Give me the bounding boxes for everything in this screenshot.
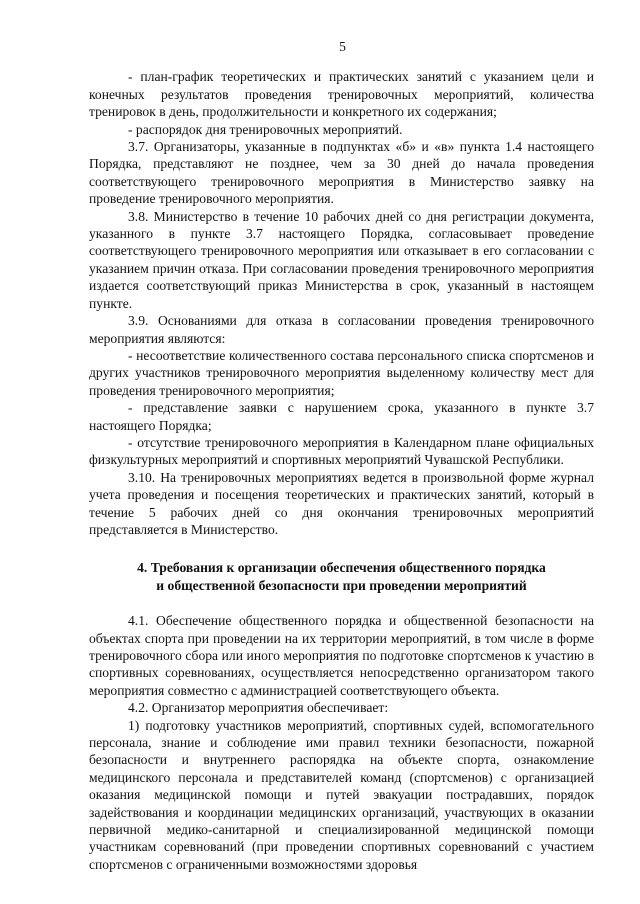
paragraph: 3.8. Министерство в течение 10 рабочих дней со дня регистрации документа, указанного в пункте 3.7 настоящего Порядка, согласовывает проведение соответствующего тренировочного мероприятия или отказывает в его согласовании с указанием причин отказа. При согласовании проведения тренировочного мероприятия издается соответствующий приказ Министерства в срок, указанный в настоящем пункте. xyxy=(89,208,594,311)
paragraph: - несоответствие количественного состава персонального списка спортсменов и других участников тренировочного мероприятия выделенному количеству мест для проведения тренировочного мероприятия; xyxy=(89,347,594,398)
paragraph: - представление заявки с нарушением срока, указанного в пункте 3.7 настоящего Порядка; xyxy=(89,400,594,433)
section-title-line-2: и общественной безопасности при проведении мероприятий xyxy=(156,577,527,593)
paragraph: 1) подготовку участников мероприятий, спортивных судей, вспомогательного персонала, знание и соблюдение ими правил техники безопасности, пожарной безопасности и внутреннего распорядка на объекте спорта, ознакомление медицинского персонала и представителей команд (спортсменов) с организацией оказания медицинской помощи и путей эвакуации пострадавших, порядок задействования и координации медицинских организаций, участвующих в оказании первичной медико-санитарной и специализированной медицинской помощи участникам соревнований (при проведении спортивных соревнований с участием спортсменов с ограниченными возможностями здоровья xyxy=(89,717,594,872)
paragraph: 3.9. Основаниями для отказа в согласовании проведения тренировочного мероприятия являются: xyxy=(89,313,594,346)
section-title xyxy=(89,559,594,594)
paragraphs-before xyxy=(89,68,594,538)
paragraph: 4.1. Обеспечение общественного порядка и общественной безопасности на объектах спорта при проведении на их территории мероприятий, в том числе в форме тренировочного сбора или иного мероприятия по подготовке спортсменов к участию в спортивных соревнованиях, осуществляется непосредственно организатором такого мероприятия совместно с администрацией соответствующего объекта. xyxy=(89,613,594,698)
section-title-line-1: 4. Требования к организации обеспечения общественного порядка xyxy=(137,560,546,576)
paragraph: 3.10. На тренировочных мероприятиях ведется в произвольной форме журнал учета проведения и посещения теоретических и практических занятий, который в течение 5 рабочих дней со дня окончания тренировочных мероприятий представляется в Министерство. xyxy=(89,469,594,537)
paragraph: 3.7. Организаторы, указанные в подпунктах «б» и «в» пункта 1.4 настоящего Порядка, представляют не позднее, чем за 30 дней до начала проведения соответствующего тренировочного мероприятия в Министерство заявку на проведение тренировочного мероприятия. xyxy=(89,139,594,207)
paragraph: - отсутствие тренировочного мероприятия в Календарном плане официальных физкультурных мероприятий и спортивных мероприятий Чувашской Республики. xyxy=(89,434,594,468)
paragraphs-after xyxy=(89,612,594,873)
page-number: 5 xyxy=(339,39,346,54)
paragraph: - распорядок дня тренировочных мероприятий. xyxy=(128,121,403,137)
paragraph: 4.2. Организатор мероприятия обеспечивает: xyxy=(128,700,389,716)
paragraph: - план-график теоретических и практических занятий с указанием цели и конечных результатов проведения тренировочных мероприятий, количества тренировок в день, продолжительности и конкретного их содержания; xyxy=(89,69,594,120)
